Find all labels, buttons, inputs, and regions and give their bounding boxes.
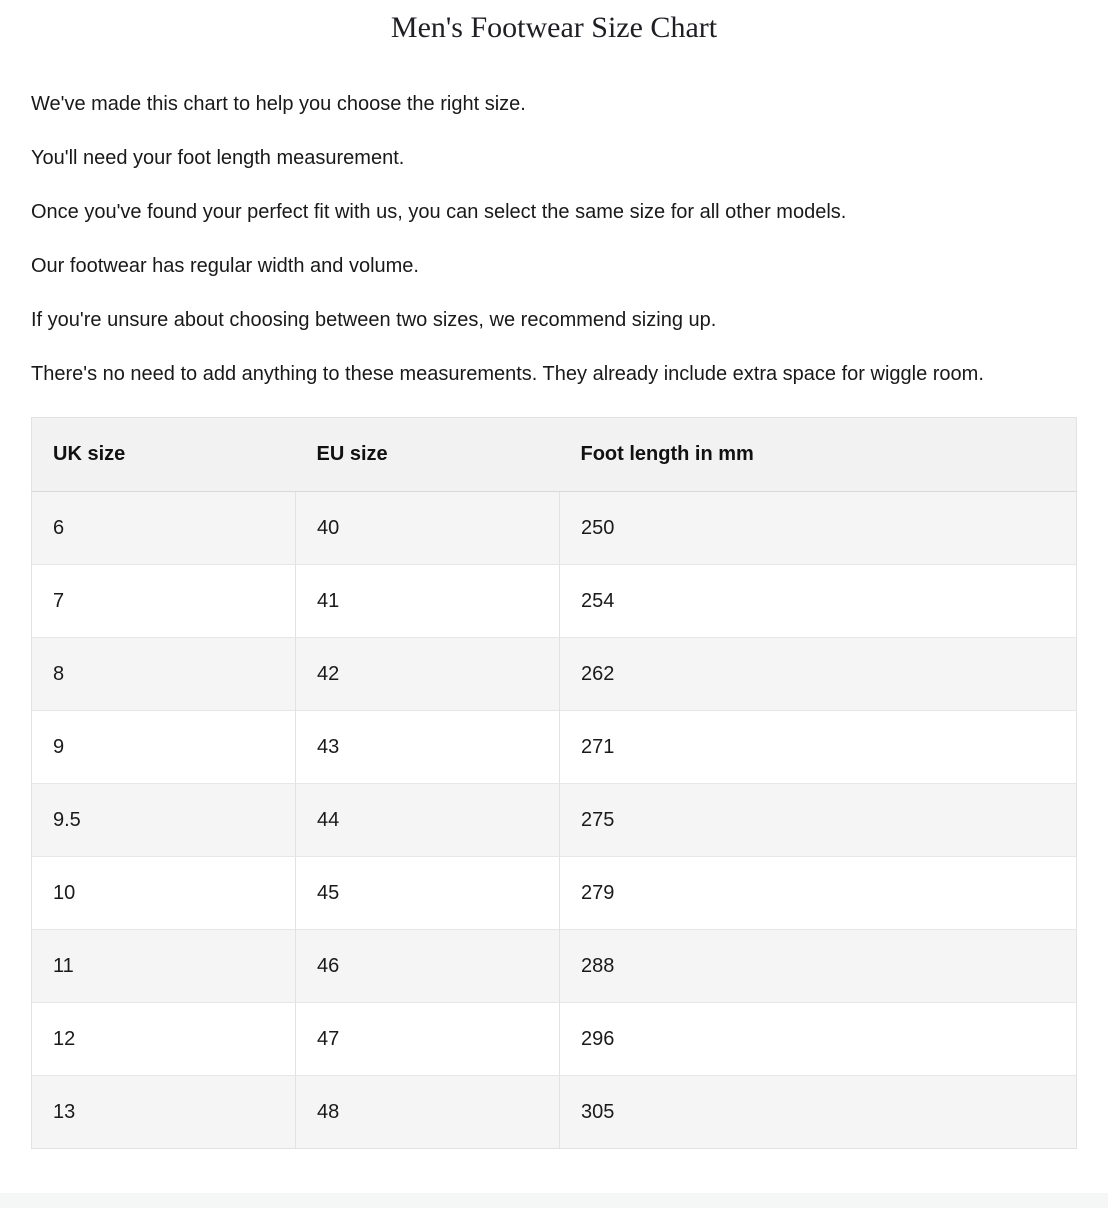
table-cell: 254 (560, 565, 1077, 638)
table-cell: 7 (32, 565, 296, 638)
table-row (32, 784, 1077, 857)
intro-paragraph: We've made this chart to help you choose the right size. (31, 93, 526, 115)
table-header-row (32, 418, 1077, 492)
table-cell: 11 (32, 930, 296, 1003)
table-cell: 45 (296, 857, 560, 930)
table-cell: 13 (32, 1076, 296, 1149)
table-cell: 47 (296, 1003, 560, 1076)
page-title: Men's Footwear Size Chart (390, 11, 718, 44)
table-cell: 9 (32, 711, 296, 784)
table-cell: 48 (296, 1076, 560, 1149)
table-cell: 9.5 (32, 784, 296, 857)
table-cell: 46 (296, 930, 560, 1003)
table-cell: 12 (32, 1003, 296, 1076)
size-table-body (32, 492, 1077, 1149)
table-cell: 305 (560, 1076, 1077, 1149)
table-row (32, 1076, 1077, 1149)
table-cell: 288 (560, 930, 1077, 1003)
table-cell: 262 (560, 638, 1077, 711)
table-cell: 250 (560, 492, 1077, 565)
intro-paragraph: If you're unsure about choosing between two sizes, we recommend sizing up. (31, 309, 717, 331)
table-row (32, 711, 1077, 784)
column-header-eu-size: EU size (296, 418, 560, 492)
size-chart-table (31, 417, 1077, 1149)
intro-paragraph: Our footwear has regular width and volume. (31, 255, 419, 277)
intro-paragraph: You'll need your foot length measurement. (31, 147, 405, 169)
intro-paragraph: There's no need to add anything to these measurements. They already include extra space for wiggle room. (31, 363, 984, 385)
table-cell: 43 (296, 711, 560, 784)
table-cell: 42 (296, 638, 560, 711)
column-header-uk-size: UK size (32, 418, 296, 492)
column-header-foot-length: Foot length in mm (560, 418, 1077, 492)
table-row (32, 1003, 1077, 1076)
page-bottom-strip (0, 1193, 1108, 1208)
table-row (32, 930, 1077, 1003)
table-row (32, 492, 1077, 565)
table-cell: 296 (560, 1003, 1077, 1076)
table-cell: 40 (296, 492, 560, 565)
table-cell: 275 (560, 784, 1077, 857)
intro-paragraph: Once you've found your perfect fit with us, you can select the same size for all other models. (31, 201, 847, 223)
table-cell: 6 (32, 492, 296, 565)
intro-text-block (0, 88, 1108, 391)
size-chart-table-container (31, 417, 1077, 1149)
table-cell: 271 (560, 711, 1077, 784)
table-row (32, 565, 1077, 638)
table-cell: 10 (32, 857, 296, 930)
table-cell: 44 (296, 784, 560, 857)
table-row (32, 638, 1077, 711)
table-cell: 8 (32, 638, 296, 711)
table-cell: 41 (296, 565, 560, 638)
table-cell: 279 (560, 857, 1077, 930)
table-row (32, 857, 1077, 930)
